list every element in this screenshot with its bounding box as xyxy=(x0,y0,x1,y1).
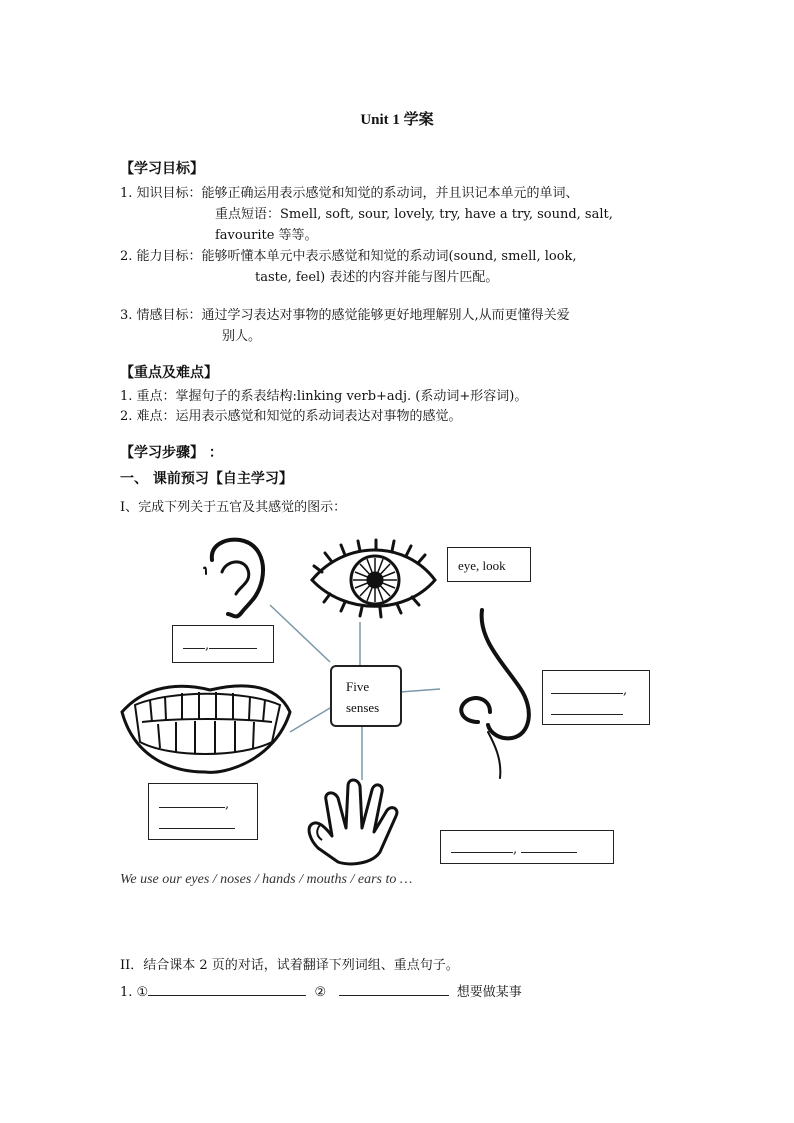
page-title: Unit 1 学案 xyxy=(360,112,434,128)
question-1-suffix: 想要做某事 xyxy=(456,985,522,1000)
ear-blank-2[interactable] xyxy=(209,636,257,649)
objectives-heading: 【学习目标】 xyxy=(120,161,204,177)
mouth-answer-line-2[interactable] xyxy=(159,816,235,833)
question-1-blank-1[interactable] xyxy=(148,983,306,996)
nose-blank-2[interactable] xyxy=(551,702,623,715)
key-point-2: 2. 难点：运用表示感觉和知觉的系动词表达对事物的感觉。 xyxy=(120,409,462,424)
steps-heading: 【学习步骤】 ： xyxy=(120,445,223,461)
nose-separator: , xyxy=(623,683,628,698)
question-1-prefix: 1. ① xyxy=(120,985,149,1000)
objective-2-line-1: 2. 能力目标：能够听懂本单元中表示感觉和知觉的系动词(sound, smell, look, xyxy=(120,249,577,264)
objective-1-line-1: 1. 知识目标：能够正确运用表示感觉和知觉的系动词，并且识记本单元的单词、 xyxy=(120,186,579,201)
objective-3-line-1: 3. 情感目标：通过学习表达对事物的感觉能够更好地理解别人,从而更懂得关爱 xyxy=(120,308,570,323)
mouth-icon xyxy=(122,686,290,772)
eye-answer-box xyxy=(447,547,531,582)
ear-answer-blanks[interactable] xyxy=(183,636,257,653)
part-1-heading: 一、 课前预习【自主学习】 xyxy=(120,471,293,487)
mouth-blank-1[interactable] xyxy=(159,795,225,808)
center-label-line-1: Five xyxy=(346,679,370,694)
objective-2-line-2: taste, feel) 表述的内容并能与图片匹配。 xyxy=(255,270,499,285)
mouth-connector xyxy=(290,708,330,732)
question-1-circle-2: ② xyxy=(314,985,327,1000)
objective-1-line-2: 重点短语：Smell, soft, sour, lovely, try, have a try, sound, salt, xyxy=(215,207,613,222)
footer-sentence: We use our eyes / noses / hands / mouths / ears to … xyxy=(120,872,413,887)
task-1-instruction: I、完成下列关于五官及其感觉的图示： xyxy=(120,500,347,515)
ear-connector xyxy=(270,605,330,662)
part-2-instruction: II．结合课本 2 页的对话，试着翻译下列词组、重点句子。 xyxy=(120,958,459,973)
ear-answer-box xyxy=(172,625,274,663)
question-1 xyxy=(120,981,522,1000)
mouth-answer-line-1[interactable] xyxy=(159,795,229,812)
key-points-heading: 【重点及难点】 xyxy=(120,365,218,381)
center-box-five-senses xyxy=(330,665,402,727)
nose-answer-line-2[interactable] xyxy=(551,702,623,719)
hand-blank-1[interactable] xyxy=(451,840,513,853)
nose-connector xyxy=(400,689,440,692)
hand-blank-2[interactable] xyxy=(521,840,577,853)
mouth-answer-box xyxy=(148,783,258,840)
key-point-1: 1. 重点：掌握句子的系表结构:linking verb+adj. (系动词+形容词)。 xyxy=(120,389,528,404)
ear-separator: , xyxy=(205,638,210,653)
eye-icon xyxy=(312,540,435,617)
nose-answer-box xyxy=(542,670,650,725)
center-label-line-2: senses xyxy=(346,700,380,715)
hand-answer-blanks[interactable] xyxy=(451,840,577,857)
nose-blank-1[interactable] xyxy=(551,681,623,694)
nose-icon xyxy=(461,610,529,778)
objective-3-line-2: 别人。 xyxy=(222,329,262,344)
objective-1-line-3: favourite 等等。 xyxy=(215,228,318,243)
ear-blank-1[interactable] xyxy=(183,636,205,649)
ear-icon xyxy=(204,540,263,617)
nose-answer-line-1[interactable] xyxy=(551,681,627,698)
eye-answer-text: eye, look xyxy=(458,558,506,573)
mouth-separator: , xyxy=(225,797,230,812)
question-1-blank-2[interactable] xyxy=(339,983,449,996)
hand-answer-box xyxy=(440,830,614,864)
hand-separator: , xyxy=(513,842,518,857)
mouth-blank-2[interactable] xyxy=(159,816,235,829)
hand-icon xyxy=(309,780,397,864)
